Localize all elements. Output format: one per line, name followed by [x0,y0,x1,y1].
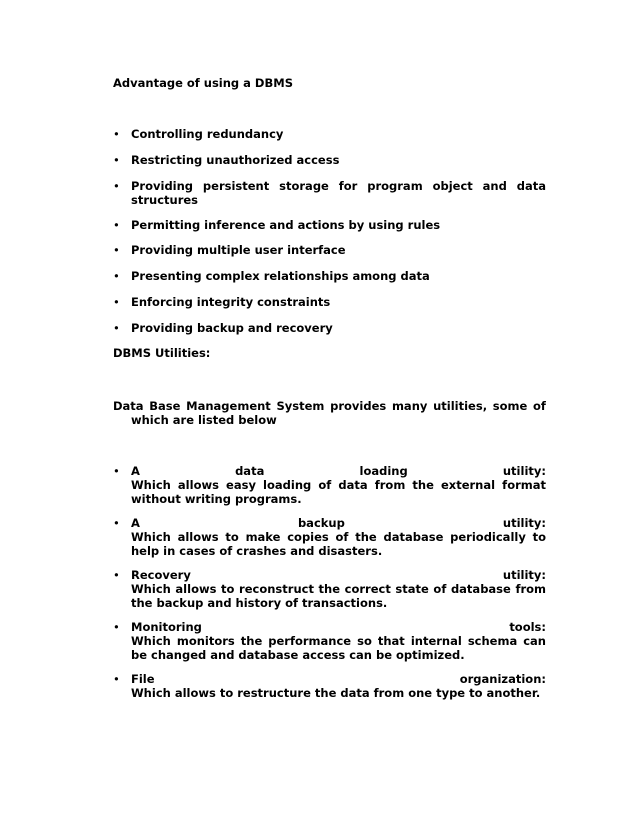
bullet-icon: • [113,620,120,634]
list-item: • Controlling redundancy [113,127,284,141]
bullet-icon: • [113,243,120,257]
utility-title [131,464,546,478]
list-item [113,672,546,700]
list-item: • Enforcing integrity constraints [113,295,331,309]
word: Monitoring [131,620,202,634]
bullet-icon: • [113,568,120,582]
bullet-icon: • [113,179,120,193]
bullet-icon: • [113,321,120,335]
utility-title [131,620,546,634]
bullet-icon: • [113,269,120,283]
word: utilities, [433,399,488,413]
list-item [113,568,546,610]
utility-desc: Which monitors the performance so that internal schema can be changed and database access can be optimized. [131,634,546,662]
list-item [113,620,546,662]
word: Base [149,399,181,413]
word: Recovery [131,568,191,582]
list-item: • Providing persistent storage for program object and data structures [113,179,546,207]
word: utility: [502,568,546,582]
list-item: • Providing multiple user interface [113,243,346,257]
utilities-intro [113,399,546,427]
word: utility: [502,516,546,530]
list-item: • Providing backup and recovery [113,321,333,335]
word: utility: [502,464,546,478]
utility-desc: Which allows to reconstruct the correct state of database from the backup and history of transactions. [131,582,546,610]
word: File [131,672,155,686]
word: System [276,399,325,413]
word: tools: [509,620,546,634]
bullet-icon: • [113,153,120,167]
bullet-icon: • [113,464,120,478]
word: organization: [459,672,546,686]
utility-title [131,516,546,530]
bullet-icon: • [113,516,120,530]
word: Data [113,399,144,413]
word: A [131,516,140,530]
bullet-icon: • [113,127,120,141]
word: many [391,399,428,413]
list-item: • Permitting inference and actions by using rules [113,218,441,232]
utility-desc: Which allows easy loading of data from the external format without writing programs. [131,478,546,506]
advantages-heading: Advantage of using a DBMS [113,76,293,90]
bullet-icon: • [113,295,120,309]
word: A [131,464,140,478]
intro-line [113,399,546,413]
list-item: • Restricting unauthorized access [113,153,340,167]
bullet-icon: • [113,218,120,232]
intro-line: which are listed below [131,413,277,427]
list-item [113,464,546,506]
utility-title [131,672,546,686]
utility-desc: Which allows to restructure the data from one type to another. [131,686,541,700]
list-item: • Presenting complex relationships among data [113,269,430,283]
word: backup [297,516,345,530]
word: provides [330,399,387,413]
list-item [113,516,546,558]
word: data [235,464,265,478]
utilities-heading: DBMS Utilities: [113,346,211,360]
word: of [533,399,546,413]
utility-desc: Which allows to make copies of the database periodically to help in cases of crashes and disasters. [131,530,546,558]
bullet-icon: • [113,672,120,686]
word: some [492,399,528,413]
word: Management [186,399,271,413]
utility-title [131,568,546,582]
word: loading [359,464,408,478]
